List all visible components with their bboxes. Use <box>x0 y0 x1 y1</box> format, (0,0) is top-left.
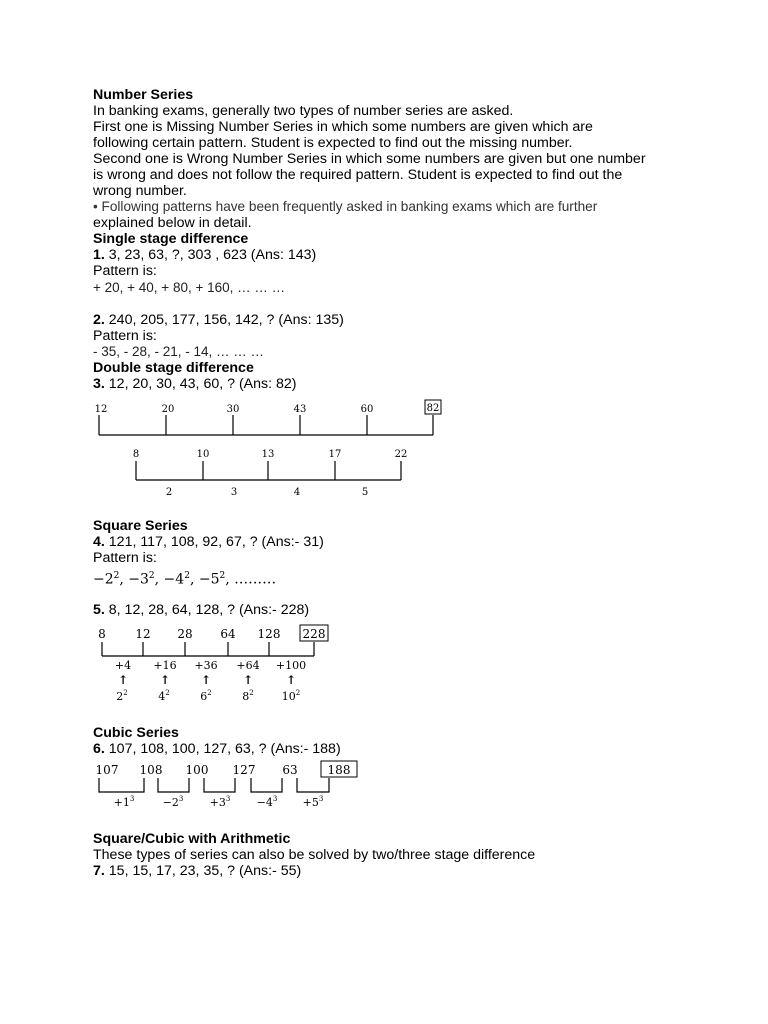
cube-difference: $+5^3$ <box>302 795 324 809</box>
pattern-term: −2 <box>93 571 114 588</box>
section-heading-square-series: Square Series <box>93 518 188 534</box>
question-number: 2. <box>93 312 105 328</box>
question-4 <box>93 534 324 550</box>
second-difference: 3 <box>230 487 238 498</box>
cube-difference: $+3^3$ <box>209 795 231 809</box>
difference-value: 13 <box>261 449 275 460</box>
answer-value: 82 <box>426 403 440 414</box>
series-value: 60 <box>360 404 374 415</box>
difference-value: +16 <box>153 659 177 672</box>
series-value: 12 <box>135 627 151 641</box>
question-text: 3, 23, 63, ?, 303 , 623 (Ans: 143) <box>104 247 317 263</box>
question-text: 12, 20, 30, 43, 60, ? (Ans: 82) <box>104 376 297 392</box>
intro-line: Second one is Wrong Number Series in which some numbers are given but one number <box>93 151 646 167</box>
arrow-up-icon: ↑ <box>159 673 171 687</box>
series-value: 100 <box>185 763 209 777</box>
cube-difference: $-4^3$ <box>256 795 278 809</box>
square-base: $4^2$ <box>158 689 170 703</box>
exponent: 2 <box>148 571 155 581</box>
section-heading-single-stage: Single stage difference <box>93 231 249 247</box>
question-2 <box>93 312 344 328</box>
question-3 <box>93 376 297 392</box>
exponent: 2 <box>219 571 226 581</box>
question-text: 121, 117, 108, 92, 67, ? (Ans:- 31) <box>104 534 324 550</box>
square-series-diagram <box>92 624 342 706</box>
series-value: 64 <box>220 627 236 641</box>
pattern-term: , −3 <box>119 571 149 588</box>
arrow-up-icon: ↑ <box>285 673 297 687</box>
question-number: 7. <box>93 863 105 879</box>
intro-line: First one is Missing Number Series in which some numbers are given which are <box>93 119 593 135</box>
series-value: 127 <box>232 763 256 777</box>
question-6 <box>93 741 341 757</box>
square-base: $10^2$ <box>281 689 301 703</box>
question-text: 240, 205, 177, 156, 142, ? (Ans: 135) <box>104 312 344 328</box>
pattern-text: + 20, + 40, + 80, + 160, … … … <box>93 280 286 295</box>
section-heading-square-cubic-arithmetic: Square/Cubic with Arithmetic <box>93 831 291 847</box>
question-number: 5. <box>93 602 105 618</box>
intro-line: wrong number. <box>93 183 187 199</box>
series-value: 8 <box>98 627 106 641</box>
question-number: 4. <box>93 534 105 550</box>
difference-value: 22 <box>394 449 408 460</box>
section-heading-cubic-series: Cubic Series <box>93 725 179 741</box>
difference-value: +100 <box>275 659 307 672</box>
intro-line: is wrong and does not follow the required pattern. Student is expected to find out the <box>93 167 623 183</box>
difference-value: 10 <box>196 449 210 460</box>
intro-line: In banking exams, generally two types of number series are asked. <box>93 103 514 119</box>
bullet-line: • Following patterns have been frequently asked in banking exams which are further <box>93 199 598 214</box>
section-heading-double-stage: Double stage difference <box>93 360 254 376</box>
difference-value: +36 <box>194 659 218 672</box>
question-text: 107, 108, 100, 127, 63, ? (Ans:- 188) <box>104 741 341 757</box>
section-description: These types of series can also be solved by two/three stage difference <box>93 847 536 863</box>
cube-difference: $+1^3$ <box>113 795 135 809</box>
double-stage-diagram <box>88 398 448 502</box>
series-value: 128 <box>257 627 281 641</box>
square-base: $2^2$ <box>116 689 128 703</box>
question-number: 1. <box>93 247 105 263</box>
question-number: 3. <box>93 376 105 392</box>
series-value: 30 <box>226 404 240 415</box>
square-pattern <box>93 568 276 588</box>
answer-value: 188 <box>327 763 351 777</box>
series-value: 20 <box>161 404 175 415</box>
pattern-label: Pattern is: <box>93 550 157 566</box>
answer-value: 228 <box>302 627 326 641</box>
exponent: 2 <box>184 571 190 581</box>
series-value: 107 <box>95 763 119 777</box>
arrow-up-icon: ↑ <box>200 673 212 687</box>
arrow-up-icon: ↑ <box>242 673 254 687</box>
question-text: 8, 12, 28, 64, 128, ? (Ans:- 228) <box>104 602 310 618</box>
pattern-term: , −4 <box>154 571 185 588</box>
question-1 <box>93 247 316 263</box>
second-difference: 4 <box>293 487 301 498</box>
pattern-label: Pattern is: <box>93 263 157 279</box>
page-title: Number Series <box>93 87 194 103</box>
question-7 <box>93 863 301 879</box>
second-difference: 5 <box>361 487 369 498</box>
bullet-line-continued: explained below in detail. <box>93 215 252 231</box>
question-5 <box>93 602 309 618</box>
series-value: 12 <box>94 404 108 415</box>
square-base: $8^2$ <box>242 689 254 703</box>
series-value: 43 <box>293 404 307 415</box>
difference-value: 17 <box>328 449 342 460</box>
pattern-term: , −5 <box>189 571 220 588</box>
intro-line: following certain pattern. Student is expected to find out the missing number. <box>93 135 573 151</box>
arrow-up-icon: ↑ <box>117 673 129 687</box>
pattern-term: , ……… <box>225 571 277 588</box>
exponent: 2 <box>113 571 120 581</box>
pattern-text: - 35, - 28, - 21, - 14, … … … <box>93 344 265 359</box>
difference-value: +4 <box>114 659 132 672</box>
second-difference: 2 <box>165 487 173 498</box>
series-value: 63 <box>282 763 298 777</box>
series-value: 28 <box>177 627 193 641</box>
cubic-series-diagram <box>93 760 368 812</box>
question-number: 6. <box>93 741 105 757</box>
difference-value: 8 <box>132 449 140 460</box>
series-value: 108 <box>139 763 163 777</box>
cube-difference: $-2^3$ <box>162 795 184 809</box>
pattern-label: Pattern is: <box>93 328 157 344</box>
square-base: $6^2$ <box>200 689 212 703</box>
difference-value: +64 <box>236 659 260 672</box>
question-text: 15, 15, 17, 23, 35, ? (Ans:- 55) <box>104 863 302 879</box>
